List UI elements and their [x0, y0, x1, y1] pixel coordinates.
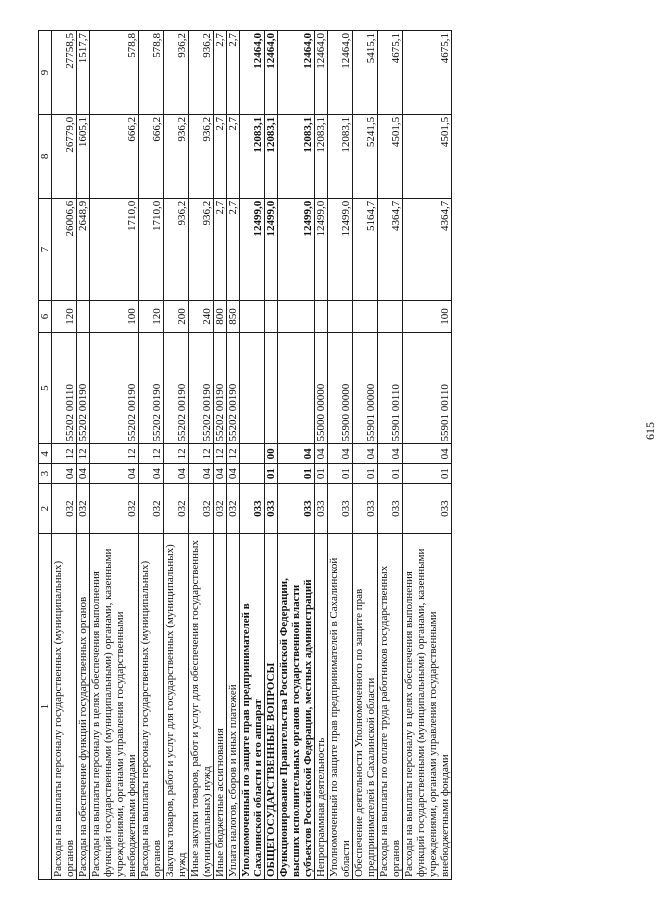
expense-type-code: 120	[139, 301, 164, 332]
target-article-code	[240, 332, 265, 444]
expense-type-code: 800	[214, 301, 227, 332]
amount-year-3: 12464,0	[240, 31, 265, 115]
amount-year-1: 12499,0	[328, 198, 353, 300]
amount-year-1: 5164,7	[353, 198, 378, 300]
subsection-code: 12	[227, 444, 240, 464]
expense-type-code	[315, 301, 328, 332]
subsection-code: 04	[403, 444, 452, 464]
expense-type-code	[378, 301, 403, 332]
expense-type-code: 200	[164, 301, 189, 332]
row-name: Уплата налогов, сборов и иных платежей	[227, 534, 240, 880]
amount-year-1: 4364,7	[378, 198, 403, 300]
target-article-code: 55901 00110	[378, 332, 403, 444]
row-name: Расходы на выплаты персоналу государственных (муниципальных) органов	[52, 534, 77, 880]
amount-year-1: 4364,7	[403, 198, 452, 300]
target-article-code: 55202 00190	[90, 332, 139, 444]
subsection-code: 12	[164, 444, 189, 464]
header-row	[39, 31, 52, 880]
table-row	[265, 31, 278, 880]
target-article-code: 55202 00190	[189, 332, 214, 444]
section-code: 01	[403, 464, 452, 484]
ministry-code: 032	[214, 484, 227, 534]
subsection-code: 04	[328, 444, 353, 464]
column-header: 9	[39, 31, 52, 115]
row-name: Непрограммная деятельность	[315, 534, 328, 880]
table-row	[227, 31, 240, 880]
expense-type-code: 850	[227, 301, 240, 332]
amount-year-1: 936,2	[189, 198, 214, 300]
section-code: 04	[139, 464, 164, 484]
row-name: Функционирование Правительства Российской Федерации, высших исполнительных органов государственной власти субъектов Российской Федерации, местных администраций	[278, 534, 315, 880]
table-row	[403, 31, 452, 880]
row-name: Расходы на выплаты персоналу в целях обеспечения выполнения функций государственными (муниципальными) органами, казенными учреждениями, органами управления государственными внебюджетными фондами	[90, 534, 139, 880]
target-article-code: 55202 00190	[214, 332, 227, 444]
section-code: 01	[265, 464, 278, 484]
amount-year-2: 1605,1	[77, 114, 90, 198]
section-code: 01	[378, 464, 403, 484]
subsection-code: 12	[52, 444, 77, 464]
target-article-code: 55202 00110	[52, 332, 77, 444]
amount-year-1: 12499,0	[240, 198, 265, 300]
table-row	[164, 31, 189, 880]
ministry-code: 033	[403, 484, 452, 534]
ministry-code: 032	[52, 484, 77, 534]
row-name: Обеспечение деятельности Уполномоченного по защите прав предпринимателей в Сахалинской области	[353, 534, 378, 880]
subsection-code	[240, 444, 265, 464]
target-article-code	[265, 332, 278, 444]
subsection-code: 12	[90, 444, 139, 464]
amount-year-3: 12464,0	[265, 31, 278, 115]
row-name: Расходы на обеспечение функций государственных органов	[77, 534, 90, 880]
table-row	[77, 31, 90, 880]
amount-year-3: 5415,1	[353, 31, 378, 115]
target-article-code: 55901 00000	[353, 332, 378, 444]
section-code: 04	[227, 464, 240, 484]
section-code: 04	[52, 464, 77, 484]
ministry-code: 033	[240, 484, 265, 534]
subsection-code: 12	[214, 444, 227, 464]
subsection-code: 12	[77, 444, 90, 464]
expense-type-code	[240, 301, 265, 332]
expense-type-code	[278, 301, 315, 332]
amount-year-1: 2,7	[227, 198, 240, 300]
ministry-code: 032	[90, 484, 139, 534]
amount-year-3: 578,8	[90, 31, 139, 115]
ministry-code: 033	[265, 484, 278, 534]
amount-year-2: 936,2	[189, 114, 214, 198]
table-row	[52, 31, 77, 880]
column-header: 3	[39, 464, 52, 484]
section-code: 04	[214, 464, 227, 484]
section-code: 04	[189, 464, 214, 484]
table-row	[353, 31, 378, 880]
expense-type-code: 100	[403, 301, 452, 332]
ministry-code: 033	[378, 484, 403, 534]
amount-year-3: 4675,1	[378, 31, 403, 115]
section-code: 01	[278, 464, 315, 484]
row-name: Закупка товаров, работ и услуг для государственных (муниципальных) нужд	[164, 534, 189, 880]
amount-year-2: 12083,1	[240, 114, 265, 198]
expense-type-code	[265, 301, 278, 332]
column-header: 7	[39, 198, 52, 300]
table-row	[189, 31, 214, 880]
ministry-code: 032	[227, 484, 240, 534]
section-code: 04	[164, 464, 189, 484]
row-name: Расходы на выплаты по оплате труда работников государственных органов	[378, 534, 403, 880]
amount-year-3: 2,7	[214, 31, 227, 115]
amount-year-3: 12464,0	[328, 31, 353, 115]
column-header: 6	[39, 301, 52, 332]
subsection-code: 12	[189, 444, 214, 464]
rotated-page	[38, 30, 657, 880]
row-name: Расходы на выплаты персоналу государственных (муниципальных) органов	[139, 534, 164, 880]
target-article-code: 55202 00190	[77, 332, 90, 444]
section-code: 04	[77, 464, 90, 484]
amount-year-2: 4501,5	[378, 114, 403, 198]
subsection-code: 04	[353, 444, 378, 464]
amount-year-1: 1710,0	[90, 198, 139, 300]
target-article-code: 55202 00190	[227, 332, 240, 444]
amount-year-2: 12083,1	[265, 114, 278, 198]
amount-year-3: 27758,5	[52, 31, 77, 115]
amount-year-3: 12464,0	[315, 31, 328, 115]
row-name: Иные закупки товаров, работ и услуг для обеспечения государственных (муниципальных) нужд	[189, 534, 214, 880]
column-header: 1	[39, 534, 52, 880]
column-header: 8	[39, 114, 52, 198]
section-code: 01	[328, 464, 353, 484]
ministry-code: 033	[278, 484, 315, 534]
target-article-code: 55202 00190	[164, 332, 189, 444]
amount-year-2: 5241,5	[353, 114, 378, 198]
table-row	[214, 31, 227, 880]
ministry-code: 033	[315, 484, 328, 534]
ministry-code: 032	[164, 484, 189, 534]
section-code: 04	[90, 464, 139, 484]
subsection-code: 12	[139, 444, 164, 464]
row-name: Расходы на выплаты персоналу в целях обеспечения выполнения функций государственными (муниципальными) органами, казенными учреждениями, органами управления государственными внебюджетными фондами	[403, 534, 452, 880]
amount-year-1: 12499,0	[278, 198, 315, 300]
ministry-code: 032	[189, 484, 214, 534]
amount-year-1: 12499,0	[265, 198, 278, 300]
subsection-code: 04	[378, 444, 403, 464]
amount-year-2: 12083,1	[328, 114, 353, 198]
table-row	[240, 31, 265, 880]
amount-year-3: 4675,1	[403, 31, 452, 115]
page-number: 615	[643, 422, 657, 440]
subsection-code: 00	[265, 444, 278, 464]
amount-year-3: 936,2	[189, 31, 214, 115]
subsection-code: 04	[278, 444, 315, 464]
subsection-code: 04	[315, 444, 328, 464]
amount-year-3: 578,8	[139, 31, 164, 115]
amount-year-2: 2,7	[227, 114, 240, 198]
table-body	[52, 31, 452, 880]
amount-year-1: 12499,0	[315, 198, 328, 300]
ministry-code: 033	[353, 484, 378, 534]
target-article-code	[278, 332, 315, 444]
expense-type-code: 100	[90, 301, 139, 332]
column-header: 2	[39, 484, 52, 534]
amount-year-3: 936,2	[164, 31, 189, 115]
amount-year-2: 12083,1	[278, 114, 315, 198]
amount-year-2: 666,2	[90, 114, 139, 198]
table-row	[278, 31, 315, 880]
expense-type-code	[77, 301, 90, 332]
amount-year-3: 2,7	[227, 31, 240, 115]
column-header: 4	[39, 444, 52, 464]
row-name: ОБЩЕГОСУДАРСТВЕННЫЕ ВОПРОСЫ	[265, 534, 278, 880]
amount-year-1: 1710,0	[139, 198, 164, 300]
ministry-code: 033	[328, 484, 353, 534]
amount-year-2: 666,2	[139, 114, 164, 198]
section-code: 01	[353, 464, 378, 484]
amount-year-1: 2648,9	[77, 198, 90, 300]
expense-type-code: 240	[189, 301, 214, 332]
target-article-code: 55901 00110	[403, 332, 452, 444]
amount-year-3: 12464,0	[278, 31, 315, 115]
amount-year-2: 2,7	[214, 114, 227, 198]
amount-year-3: 1517,7	[77, 31, 90, 115]
expense-type-code	[353, 301, 378, 332]
table-row	[328, 31, 353, 880]
ministry-code: 032	[139, 484, 164, 534]
row-name: Уполномоченный по защите прав предпринимателей в Сахалинской области и его аппарат	[240, 534, 265, 880]
budget-table	[38, 30, 452, 880]
row-name: Иные бюджетные ассигнования	[214, 534, 227, 880]
target-article-code: 55000 00000	[315, 332, 328, 444]
amount-year-1: 2,7	[214, 198, 227, 300]
table-row	[90, 31, 139, 880]
section-code	[240, 464, 265, 484]
row-name: Уполномоченный по защите прав предпринимателей в Сахалинской области	[328, 534, 353, 880]
amount-year-2: 12083,1	[315, 114, 328, 198]
table-row	[315, 31, 328, 880]
table-row	[139, 31, 164, 880]
amount-year-2: 936,2	[164, 114, 189, 198]
amount-year-2: 26779,0	[52, 114, 77, 198]
target-article-code: 55900 00000	[328, 332, 353, 444]
amount-year-1: 26006,6	[52, 198, 77, 300]
table-row	[378, 31, 403, 880]
column-header: 5	[39, 332, 52, 444]
expense-type-code	[328, 301, 353, 332]
amount-year-1: 936,2	[164, 198, 189, 300]
section-code: 01	[315, 464, 328, 484]
target-article-code: 55202 00190	[139, 332, 164, 444]
amount-year-2: 4501,5	[403, 114, 452, 198]
ministry-code: 032	[77, 484, 90, 534]
expense-type-code: 120	[52, 301, 77, 332]
